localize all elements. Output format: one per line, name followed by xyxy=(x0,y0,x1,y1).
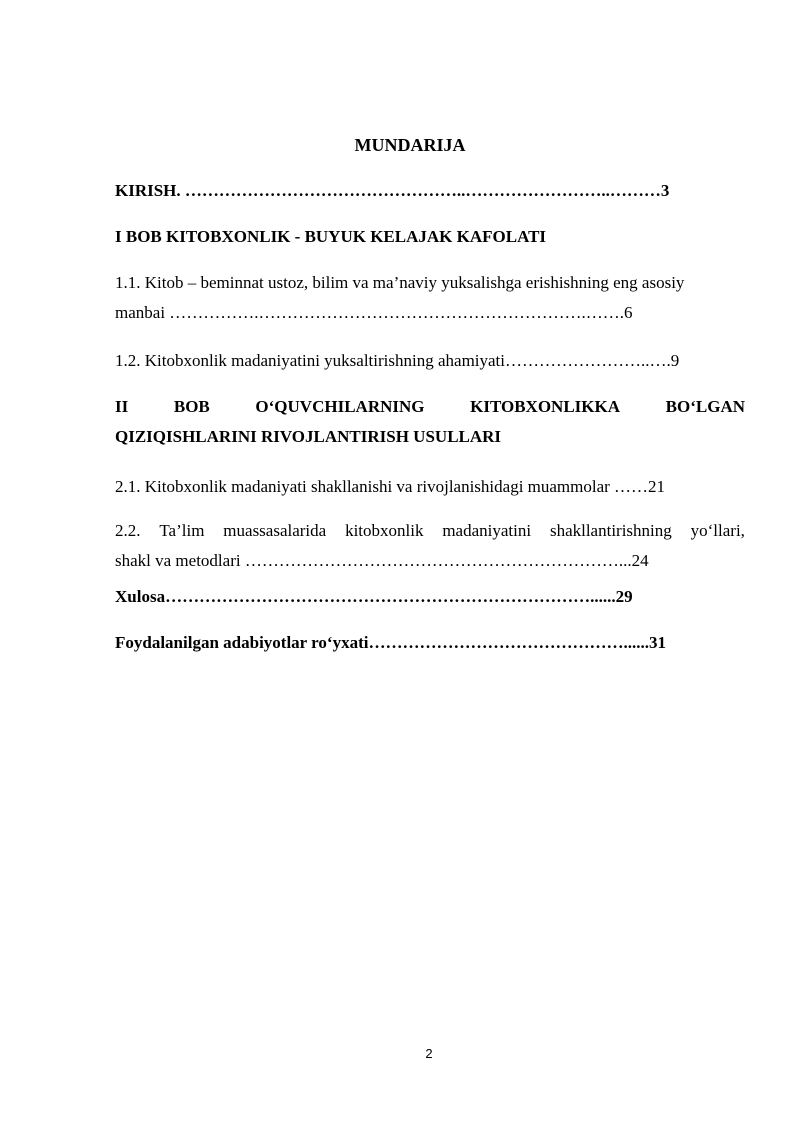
toc-entry-2-2-line-1 xyxy=(115,516,745,546)
toc-entry-2-2-line-2: shakl va metodlari …………………………………………………………...24 xyxy=(115,551,649,570)
toc-entry-2-2 xyxy=(115,516,745,576)
entry-word: yo‘llari, xyxy=(690,521,745,540)
heading-word: II xyxy=(115,397,129,416)
toc-entry-1-1-line-2: manbai …………….………………………………………………….…….6 xyxy=(115,303,633,322)
toc-entry-adabiyotlar: Foydalanilgan adabiyotlar ro‘yxati………………………………………......31 xyxy=(115,633,666,652)
toc-entry-1-1-line-1: 1.1. Kitob – beminnat ustoz, bilim va ma’naviy yuksalishga erishishning eng asosiy xyxy=(115,273,685,292)
heading-word: BOB xyxy=(173,397,210,416)
heading-word: KITOBXONLIKKA xyxy=(470,397,621,416)
toc-entry-1-1 xyxy=(115,268,745,328)
page-number: 2 xyxy=(425,1046,433,1061)
toc-chapter-2-heading-line-2: QIZIQISHLARINI RIVOJLANTIRISH USULLARI xyxy=(115,427,502,446)
toc-entry-xulosa: Xulosa…………………………………………………………………......29 xyxy=(115,587,633,606)
toc-entry-kirish: KIRISH. …………………………………………..……………………..………3 xyxy=(115,181,670,200)
entry-word: kitobxonlik xyxy=(345,521,424,540)
toc-chapter-2-heading xyxy=(115,392,745,452)
toc-entry-1-2: 1.2. Kitobxonlik madaniyatini yuksaltirishning ahamiyati……………………..….9 xyxy=(115,351,680,370)
entry-word: muassasalarida xyxy=(223,521,327,540)
entry-word: Ta’lim xyxy=(159,521,205,540)
heading-word: O‘QUVCHILARNING xyxy=(255,397,425,416)
entry-word: shakllantirishning xyxy=(549,521,672,540)
toc-entry-2-1: 2.1. Kitobxonlik madaniyati shakllanishi va rivojlanishidagi muammolar ……21 xyxy=(115,477,666,496)
entry-word: 2.2. xyxy=(115,521,141,540)
heading-word: BO‘LGAN xyxy=(665,397,745,416)
toc-chapter-1-heading: I BOB KITOBXONLIK - BUYUK KELAJAK KAFOLATI xyxy=(115,227,547,246)
entry-word: madaniyatini xyxy=(442,521,532,540)
toc-chapter-2-heading-line-1 xyxy=(115,392,745,422)
toc-title: MUNDARIJA xyxy=(354,135,466,155)
